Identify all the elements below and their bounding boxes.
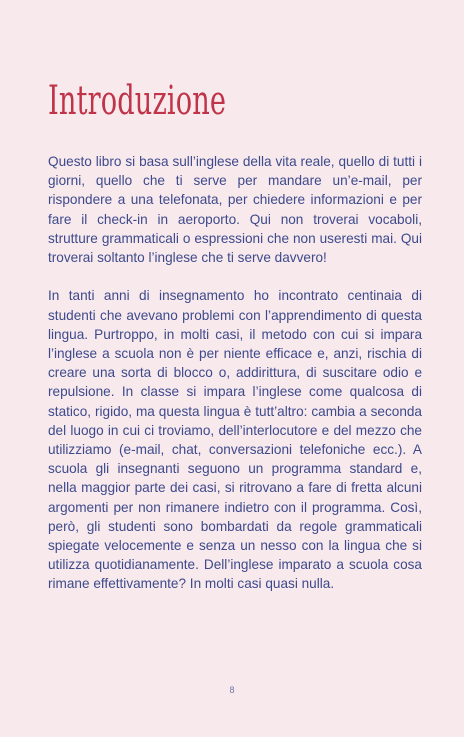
chapter-title: Introduzione <box>48 78 227 124</box>
body-text <box>48 152 422 594</box>
page-number: 8 <box>229 685 235 695</box>
paragraph: In tanti anni di insegnamento ho incontrato centinaia di studenti che avevano problemi con l’apprendimento di questa lingua. Purtroppo, in molti casi, il metodo con cui si impara l’inglese a scuola non è per niente efficace e, anzi, rischia di creare una sorta di blocco o, addirittura, di suscitare odio e repulsione. In classe si impara l’inglese come qualcosa di statico, rigido, ma questa lingua è tutt’altro: cambia a seconda del luogo in cui ci troviamo, dell’interlocutore e del mezzo che utilizziamo (e-mail, chat, conversazioni telefoniche ecc.). A scuola gli insegnanti seguono un programma standard e, nella maggior parte dei casi, si ritrovano a fare di fretta alcuni argomenti per non rimanere indietro con il programma. Così, però, gli studenti sono bombardati da regole grammaticali spiegate velocemente e senza un nesso con la lingua che si utilizza quotidianamente. Dell’inglese imparato a scuola cosa rimane effettivamente? In molti casi quasi nulla. <box>48 288 422 592</box>
paragraph: Questo libro si basa sull’inglese della vita reale, quello di tutti i giorni, quello che ti serve per mandare un’e-mail, per rispondere a una telefonata, per chiedere informazioni e per fare il check-in in aeroporto. Qui non troverai vocaboli, strutture grammaticali o espressioni che non useresti mai. Qui troverai soltanto l’inglese che ti serve davvero! <box>48 154 422 266</box>
